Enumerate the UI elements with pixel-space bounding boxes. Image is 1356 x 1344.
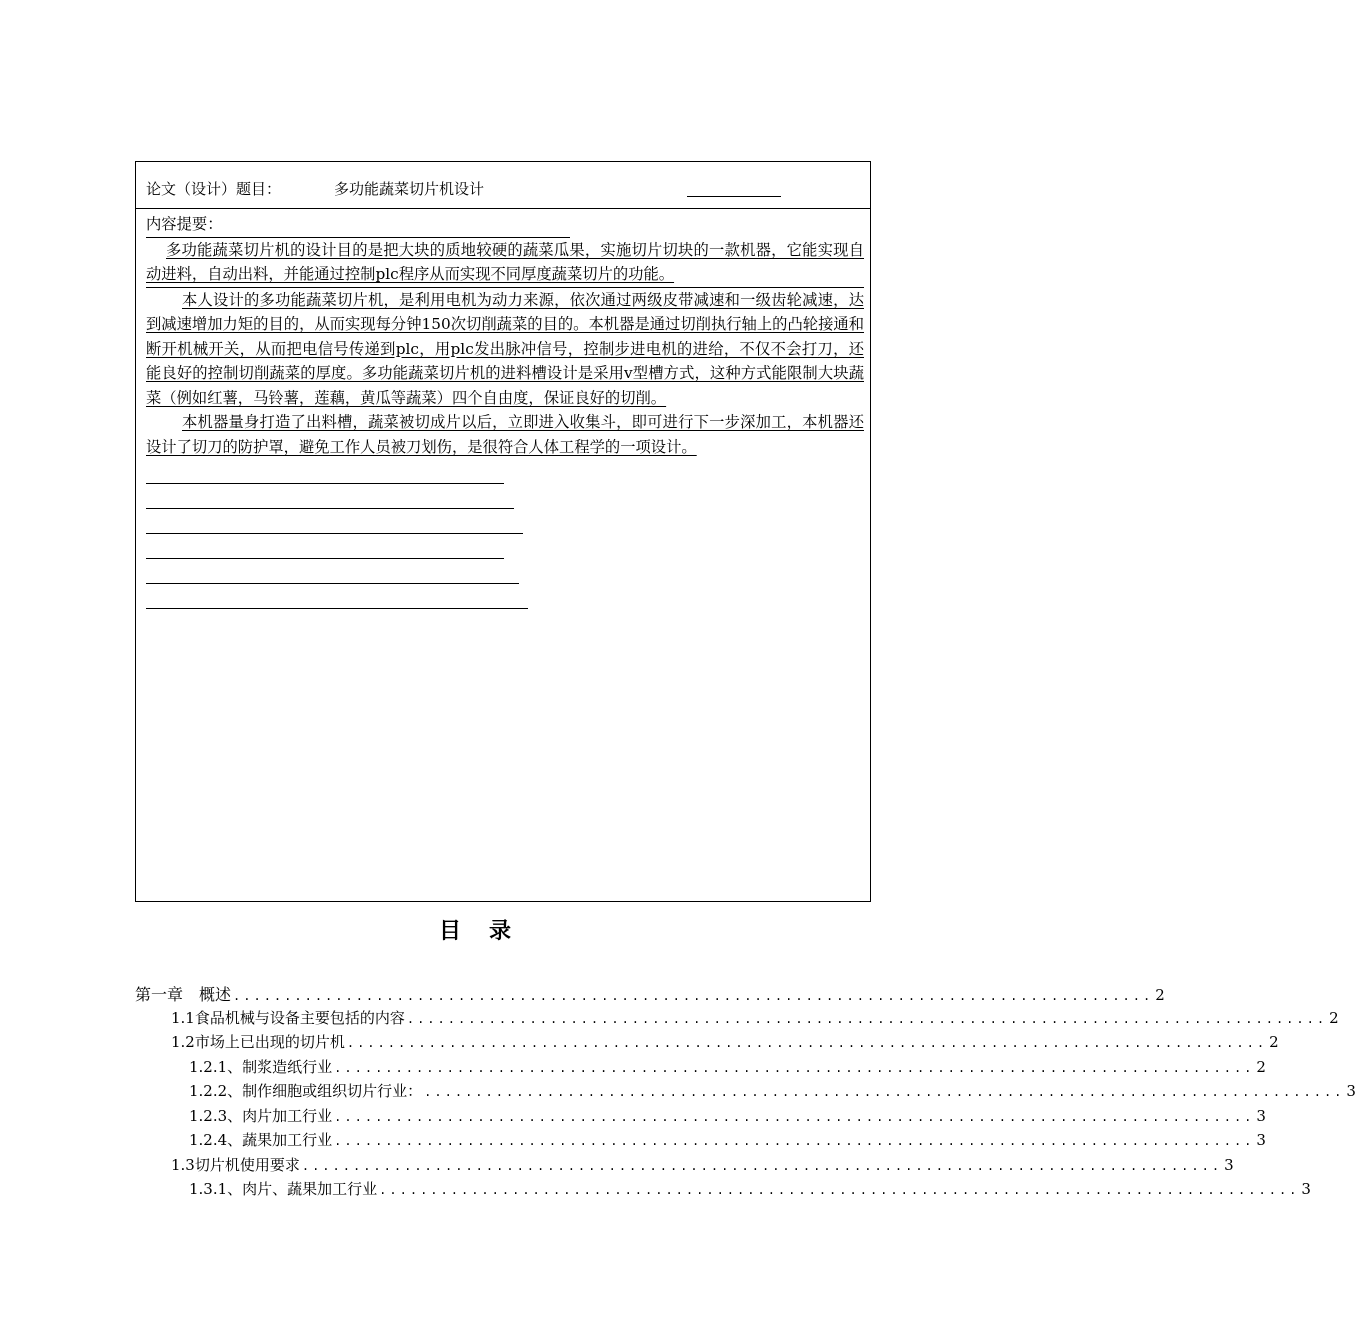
toc-leader-dots: .......................................................................................... — [233, 989, 1154, 1003]
blank-line — [146, 509, 523, 534]
abstract-paragraph-2: 本人设计的多功能蔬菜切片机，是利用电机为动力来源，依次通过两级皮带减速和一级齿轮减速，达到减速增加力矩的目的，从而实现每分钟150次切削蔬菜的目的。本机器是通过切削执行轴上的凸轮接通和断开机械开关，从而把电信号传递到plc，用plc发出脉冲信号，控制步进电机的进给，不仅不会打刀，还能良好的控制切削蔬菜的厚度。多功能蔬菜切片机的进料槽设计是采用v型槽方式，这种方式能限制大块蔬菜（例如红薯，马铃薯，莲藕，黄瓜等蔬菜）四个自由度，保证良好的切削。 — [146, 290, 864, 407]
blank-line — [146, 484, 514, 509]
toc-page-number: 3 — [1346, 1082, 1356, 1100]
toc-page-number: 2 — [1269, 1033, 1279, 1051]
toc-leader-dots: .......................................................................................... — [301, 1158, 1223, 1173]
toc-entry[interactable] — [135, 1080, 1356, 1105]
toc-page-number: 3 — [1256, 1131, 1266, 1149]
abstract-paragraph-3: 本机器量身打造了出料槽，蔬菜被切成片以后，立即进入收集斗，即可进行下一步深加工，本机器还设计了切刀的防护罩，避免工作人员被刀划伤，是很符合人体工程学的一项设计。 — [146, 413, 864, 456]
toc-entry-text: 1.2.3、肉片加工行业 — [189, 1106, 333, 1125]
toc-entry[interactable] — [135, 1031, 1279, 1056]
toc-page-number: 2 — [1256, 1057, 1266, 1076]
toc-entry[interactable] — [135, 982, 1165, 1007]
table-of-contents — [135, 982, 1356, 1203]
abstract-section — [146, 212, 864, 609]
toc-entry-text: 1.2市场上已出现的切片机 — [171, 1033, 345, 1051]
toc-entry-text: 1.2.1、制浆造纸行业 — [189, 1057, 333, 1076]
title-label: 论文（设计）题目： — [146, 180, 282, 198]
blank-line — [146, 584, 528, 609]
toc-entry-text: 1.2.4、蔬果加工行业 — [189, 1131, 333, 1149]
toc-page-number: 3 — [1301, 1180, 1311, 1198]
toc-entry[interactable] — [135, 1178, 1311, 1203]
toc-entry-text: 1.3.1、肉片、蔬果加工行业 — [189, 1180, 378, 1198]
blank-line — [146, 559, 519, 584]
toc-leader-dots: .......................................................................................... — [379, 1183, 1300, 1197]
toc-entry-text: 1.2.2、制作细胞或组织切片行业： — [189, 1082, 423, 1100]
thesis-title: 多功能蔬菜切片机设计 — [334, 180, 485, 198]
blank-line — [146, 459, 504, 484]
toc-entry-text: 1.3切片机使用要求 — [171, 1155, 300, 1174]
toc-entry[interactable] — [135, 1154, 1234, 1179]
toc-entry-text: 1.1食品机械与设备主要包括的内容 — [171, 1008, 405, 1027]
blank-lines — [146, 459, 864, 609]
toc-page-number: 2 — [1155, 986, 1165, 1004]
toc-leader-dots: .......................................................................................... — [346, 1036, 1268, 1050]
thesis-form — [135, 161, 871, 902]
toc-page-number: 3 — [1224, 1155, 1234, 1174]
toc-leader-dots: .......................................................................................... — [334, 1109, 1255, 1124]
toc-entry[interactable] — [135, 1056, 1266, 1081]
abstract-label: 内容提要： — [146, 212, 570, 238]
title-row — [136, 162, 870, 209]
blank-line — [146, 534, 504, 559]
toc-leader-dots: .......................................................................................... — [406, 1011, 1328, 1026]
toc-entry[interactable] — [135, 1129, 1266, 1154]
toc-entry[interactable] — [135, 1105, 1266, 1130]
toc-heading: 目录 — [438, 918, 539, 944]
toc-page-number: 3 — [1256, 1106, 1266, 1125]
toc-leader-dots: .......................................................................................... — [424, 1085, 1345, 1099]
toc-leader-dots: .......................................................................................... — [334, 1134, 1255, 1148]
abstract-paragraph-1: 多功能蔬菜切片机的设计目的是把大块的质地较硬的蔬菜瓜果，实施切片切块的一款机器，它能实现自动进料，自动出料，并能通过控制plc程序从而实现不同厚度蔬菜切片的功能。 — [146, 240, 864, 283]
toc-entry-text: 第一章 概述 — [135, 985, 232, 1004]
toc-leader-dots: .......................................................................................... — [334, 1060, 1255, 1075]
title-blank-line — [687, 196, 781, 197]
toc-page-number: 2 — [1329, 1008, 1339, 1027]
toc-entry[interactable] — [135, 1007, 1339, 1032]
